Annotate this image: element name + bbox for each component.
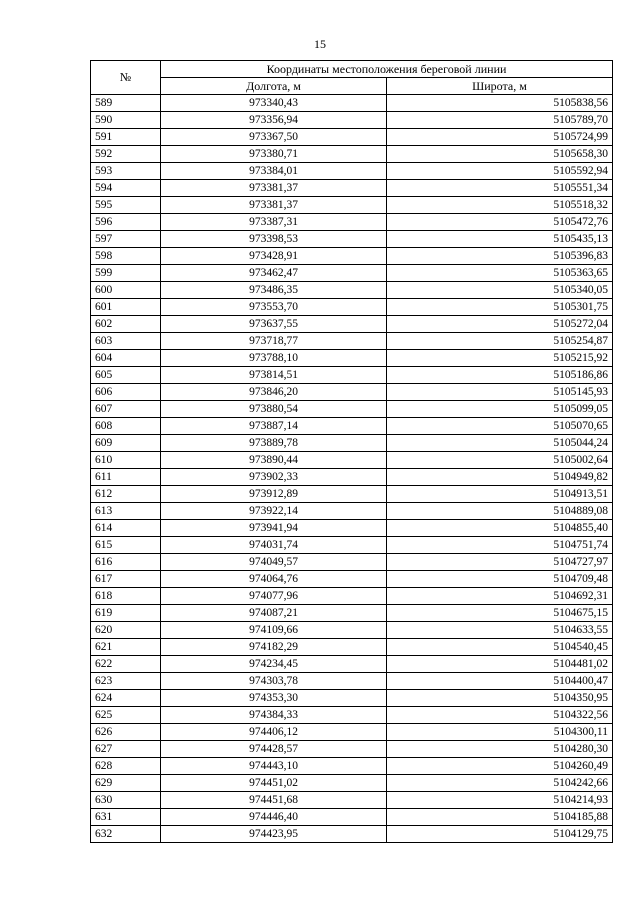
row-number-cell: 609 [91, 435, 161, 452]
latitude-cell: 5104675,15 [387, 605, 613, 622]
longitude-cell: 974353,30 [161, 690, 387, 707]
longitude-cell: 974443,10 [161, 758, 387, 775]
latitude-cell: 5105724,99 [387, 129, 613, 146]
latitude-cell: 5105145,93 [387, 384, 613, 401]
table-row [91, 622, 613, 639]
longitude-cell: 973902,33 [161, 469, 387, 486]
table-row [91, 231, 613, 248]
row-number-cell: 608 [91, 418, 161, 435]
longitude-cell: 974451,02 [161, 775, 387, 792]
row-number-cell: 614 [91, 520, 161, 537]
longitude-cell: 973880,54 [161, 401, 387, 418]
row-number-cell: 611 [91, 469, 161, 486]
latitude-cell: 5104855,40 [387, 520, 613, 537]
latitude-cell: 5105254,87 [387, 333, 613, 350]
latitude-cell: 5104949,82 [387, 469, 613, 486]
header-latitude: Широта, м [387, 78, 613, 95]
table-row [91, 299, 613, 316]
table-row [91, 486, 613, 503]
longitude-cell: 973889,78 [161, 435, 387, 452]
latitude-cell: 5104185,88 [387, 809, 613, 826]
page-number: 15 [314, 37, 326, 51]
longitude-cell: 974049,57 [161, 554, 387, 571]
longitude-cell: 974031,74 [161, 537, 387, 554]
table-row [91, 163, 613, 180]
table-row [91, 741, 613, 758]
table-row [91, 656, 613, 673]
row-number-cell: 612 [91, 486, 161, 503]
table-row [91, 248, 613, 265]
table-row [91, 758, 613, 775]
longitude-cell: 973381,37 [161, 197, 387, 214]
latitude-cell: 5104322,56 [387, 707, 613, 724]
longitude-cell: 973788,10 [161, 350, 387, 367]
latitude-cell: 5104400,47 [387, 673, 613, 690]
row-number-cell: 621 [91, 639, 161, 656]
latitude-cell: 5105301,75 [387, 299, 613, 316]
row-number-cell: 616 [91, 554, 161, 571]
longitude-cell: 973553,70 [161, 299, 387, 316]
row-number-cell: 604 [91, 350, 161, 367]
longitude-cell: 973398,53 [161, 231, 387, 248]
table-row [91, 350, 613, 367]
header-coordinates-group: Координаты местоположения береговой линии [161, 61, 613, 78]
longitude-cell: 974428,57 [161, 741, 387, 758]
row-number-cell: 610 [91, 452, 161, 469]
latitude-cell: 5105838,56 [387, 95, 613, 112]
latitude-cell: 5104242,66 [387, 775, 613, 792]
longitude-cell: 973384,01 [161, 163, 387, 180]
latitude-cell: 5105070,65 [387, 418, 613, 435]
table-row [91, 452, 613, 469]
row-number-cell: 615 [91, 537, 161, 554]
row-number-cell: 599 [91, 265, 161, 282]
longitude-cell: 973912,89 [161, 486, 387, 503]
latitude-cell: 5104129,75 [387, 826, 613, 843]
longitude-cell: 973941,94 [161, 520, 387, 537]
latitude-cell: 5105215,92 [387, 350, 613, 367]
table-row [91, 282, 613, 299]
latitude-cell: 5104727,97 [387, 554, 613, 571]
row-number-cell: 601 [91, 299, 161, 316]
longitude-cell: 973887,14 [161, 418, 387, 435]
row-number-cell: 591 [91, 129, 161, 146]
table-row [91, 707, 613, 724]
longitude-cell: 974384,33 [161, 707, 387, 724]
latitude-cell: 5104692,31 [387, 588, 613, 605]
longitude-cell: 973814,51 [161, 367, 387, 384]
table-row [91, 520, 613, 537]
coordinates-table [90, 60, 613, 843]
row-number-cell: 607 [91, 401, 161, 418]
latitude-cell: 5105363,65 [387, 265, 613, 282]
row-number-cell: 613 [91, 503, 161, 520]
latitude-cell: 5105396,83 [387, 248, 613, 265]
longitude-cell: 973387,31 [161, 214, 387, 231]
latitude-cell: 5105592,94 [387, 163, 613, 180]
row-number-cell: 623 [91, 673, 161, 690]
latitude-cell: 5104540,45 [387, 639, 613, 656]
row-number-cell: 627 [91, 741, 161, 758]
table-row [91, 180, 613, 197]
longitude-cell: 974406,12 [161, 724, 387, 741]
row-number-cell: 606 [91, 384, 161, 401]
latitude-cell: 5104709,48 [387, 571, 613, 588]
row-number-cell: 603 [91, 333, 161, 350]
latitude-cell: 5104214,93 [387, 792, 613, 809]
row-number-cell: 632 [91, 826, 161, 843]
longitude-cell: 974182,29 [161, 639, 387, 656]
table-row [91, 537, 613, 554]
longitude-cell: 974423,95 [161, 826, 387, 843]
row-number-cell: 617 [91, 571, 161, 588]
table-row [91, 792, 613, 809]
row-number-cell: 590 [91, 112, 161, 129]
latitude-cell: 5104280,30 [387, 741, 613, 758]
longitude-cell: 973356,94 [161, 112, 387, 129]
row-number-cell: 602 [91, 316, 161, 333]
header-row-top [91, 61, 613, 78]
longitude-cell: 974303,78 [161, 673, 387, 690]
row-number-cell: 629 [91, 775, 161, 792]
header-number: № [91, 61, 161, 95]
table-row [91, 112, 613, 129]
longitude-cell: 974064,76 [161, 571, 387, 588]
latitude-cell: 5105789,70 [387, 112, 613, 129]
latitude-cell: 5105658,30 [387, 146, 613, 163]
latitude-cell: 5105099,05 [387, 401, 613, 418]
longitude-cell: 973486,35 [161, 282, 387, 299]
table-body [91, 95, 613, 843]
row-number-cell: 630 [91, 792, 161, 809]
row-number-cell: 589 [91, 95, 161, 112]
header-row-bottom [91, 78, 613, 95]
table-row [91, 724, 613, 741]
table-row [91, 197, 613, 214]
table-row [91, 775, 613, 792]
latitude-cell: 5104633,55 [387, 622, 613, 639]
table-row [91, 265, 613, 282]
row-number-cell: 631 [91, 809, 161, 826]
latitude-cell: 5105435,13 [387, 231, 613, 248]
header-longitude: Долгота, м [161, 78, 387, 95]
latitude-cell: 5104889,08 [387, 503, 613, 520]
row-number-cell: 593 [91, 163, 161, 180]
table-row [91, 469, 613, 486]
row-number-cell: 628 [91, 758, 161, 775]
table-row [91, 809, 613, 826]
longitude-cell: 973340,43 [161, 95, 387, 112]
table-row [91, 554, 613, 571]
latitude-cell: 5105551,34 [387, 180, 613, 197]
longitude-cell: 973718,77 [161, 333, 387, 350]
table-header [91, 61, 613, 95]
latitude-cell: 5104350,95 [387, 690, 613, 707]
row-number-cell: 597 [91, 231, 161, 248]
latitude-cell: 5105272,04 [387, 316, 613, 333]
latitude-cell: 5104751,74 [387, 537, 613, 554]
latitude-cell: 5104481,02 [387, 656, 613, 673]
row-number-cell: 594 [91, 180, 161, 197]
longitude-cell: 973637,55 [161, 316, 387, 333]
latitude-cell: 5105518,32 [387, 197, 613, 214]
row-number-cell: 624 [91, 690, 161, 707]
longitude-cell: 974451,68 [161, 792, 387, 809]
table-row [91, 690, 613, 707]
row-number-cell: 625 [91, 707, 161, 724]
table-row [91, 95, 613, 112]
latitude-cell: 5104300,11 [387, 724, 613, 741]
longitude-cell: 974109,66 [161, 622, 387, 639]
latitude-cell: 5104913,51 [387, 486, 613, 503]
row-number-cell: 600 [91, 282, 161, 299]
longitude-cell: 973367,50 [161, 129, 387, 146]
latitude-cell: 5105002,64 [387, 452, 613, 469]
row-number-cell: 626 [91, 724, 161, 741]
longitude-cell: 974077,96 [161, 588, 387, 605]
latitude-cell: 5104260,49 [387, 758, 613, 775]
table-row [91, 605, 613, 622]
row-number-cell: 622 [91, 656, 161, 673]
row-number-cell: 620 [91, 622, 161, 639]
table-row [91, 826, 613, 843]
latitude-cell: 5105044,24 [387, 435, 613, 452]
table-row [91, 401, 613, 418]
table-row [91, 333, 613, 350]
longitude-cell: 973922,14 [161, 503, 387, 520]
latitude-cell: 5105472,76 [387, 214, 613, 231]
table-row [91, 129, 613, 146]
row-number-cell: 605 [91, 367, 161, 384]
table-row [91, 673, 613, 690]
row-number-cell: 592 [91, 146, 161, 163]
longitude-cell: 973462,47 [161, 265, 387, 282]
table-row [91, 214, 613, 231]
longitude-cell: 974446,40 [161, 809, 387, 826]
table-row [91, 503, 613, 520]
table-row [91, 571, 613, 588]
row-number-cell: 595 [91, 197, 161, 214]
table-row [91, 588, 613, 605]
latitude-cell: 5105186,86 [387, 367, 613, 384]
longitude-cell: 973380,71 [161, 146, 387, 163]
latitude-cell: 5105340,05 [387, 282, 613, 299]
table-row [91, 639, 613, 656]
longitude-cell: 974234,45 [161, 656, 387, 673]
longitude-cell: 973428,91 [161, 248, 387, 265]
table-row [91, 367, 613, 384]
row-number-cell: 598 [91, 248, 161, 265]
row-number-cell: 619 [91, 605, 161, 622]
table-row [91, 316, 613, 333]
row-number-cell: 596 [91, 214, 161, 231]
row-number-cell: 618 [91, 588, 161, 605]
longitude-cell: 973381,37 [161, 180, 387, 197]
table-row [91, 384, 613, 401]
longitude-cell: 974087,21 [161, 605, 387, 622]
table-row [91, 435, 613, 452]
longitude-cell: 973846,20 [161, 384, 387, 401]
table-row [91, 146, 613, 163]
longitude-cell: 973890,44 [161, 452, 387, 469]
table-row [91, 418, 613, 435]
